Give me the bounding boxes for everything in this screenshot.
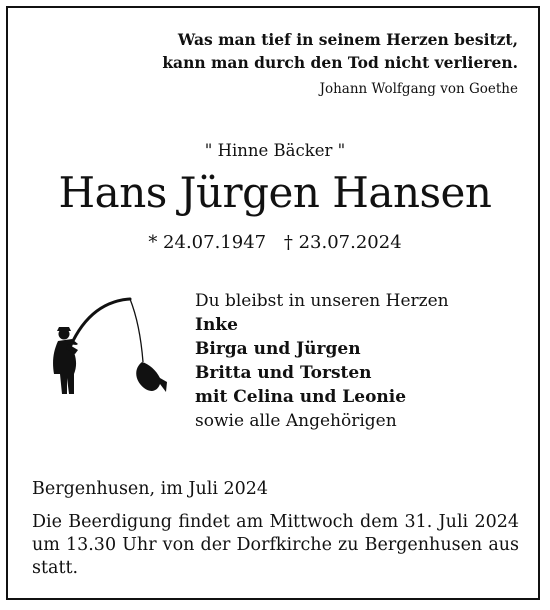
mourner-name: Birga und Jürgen	[195, 339, 361, 359]
place-date: Bergenhusen, im Juli 2024	[32, 479, 269, 499]
quote-line-1: Was man tief in seinem Herzen besitzt,	[177, 30, 518, 49]
quote-line-2: kann man durch den Tod nicht verlieren.	[162, 53, 518, 72]
life-dates	[0, 230, 550, 256]
mourner-name: Britta und Torsten	[195, 363, 372, 383]
mourners-closing: sowie alle Angehörigen	[195, 411, 397, 431]
funeral-line: um 13.30 Uhr von der Dorfkirche zu Bergenhusen aus	[32, 535, 519, 555]
quote-author: Johann Wolfgang von Goethe	[319, 81, 518, 97]
quote-block	[162, 28, 518, 99]
nickname: " Hinne Bäcker "	[204, 141, 346, 160]
mourners-block	[195, 289, 449, 433]
birth-date: * 24.07.1947	[148, 232, 267, 253]
mourner-name: Inke	[195, 315, 238, 335]
mourner-name: mit Celina und Leonie	[195, 387, 407, 407]
funeral-line: Die Beerdigung findet am Mittwoch dem 31. Juli 2024	[32, 512, 519, 532]
death-date: † 23.07.2024	[283, 232, 402, 253]
funeral-line: statt.	[32, 558, 79, 578]
deceased-name: Hans Jürgen Hansen	[58, 168, 492, 217]
mourners-intro: Du bleibst in unseren Herzen	[195, 291, 449, 311]
funeral-info	[32, 511, 519, 580]
fisherman-icon	[48, 294, 183, 398]
